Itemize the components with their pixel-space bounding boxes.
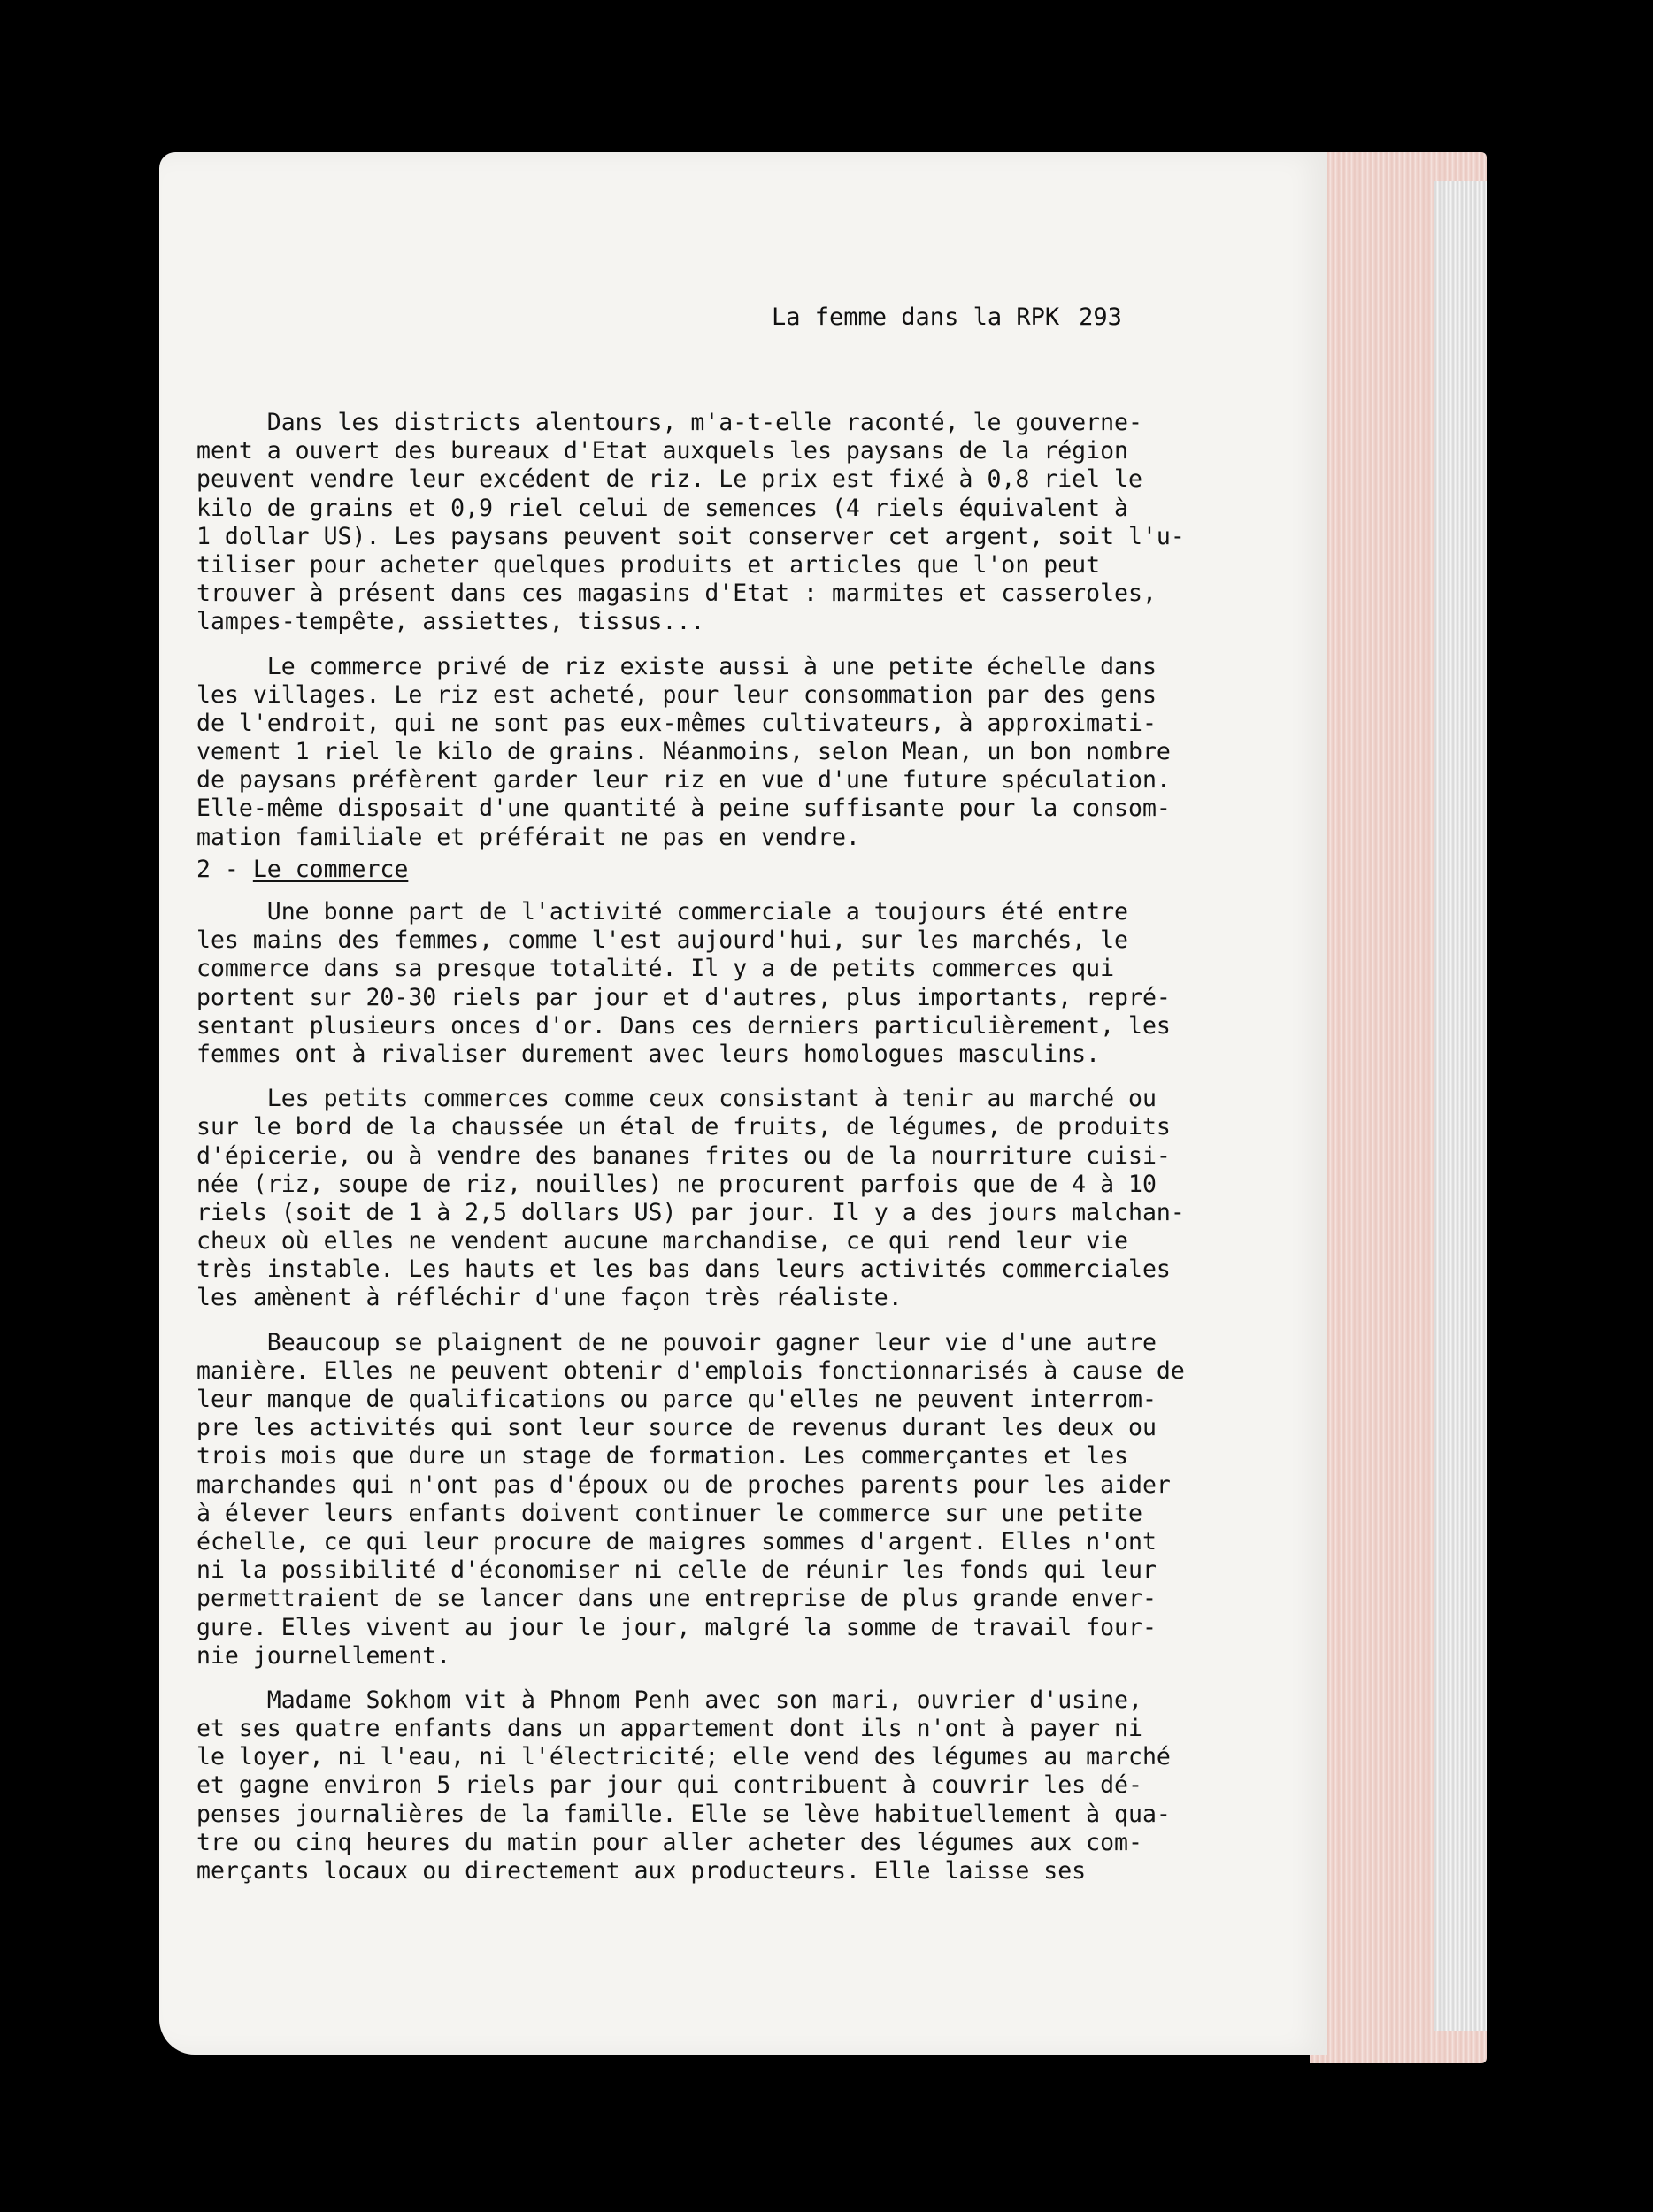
text-line: tiliser pour acheter quelques produits et articles que l'on peut [196,550,1101,579]
section-number: 2 - [196,855,253,883]
text-line: Dans les districts alentours, m'a-t-elle raconté, le gouverne- [196,409,1142,436]
text-line: le loyer, ni l'eau, ni l'électricité; elle vend des légumes au marché [196,1743,1171,1771]
text-line: sur le bord de la chaussée un étal de fruits, de légumes, de produits [196,1113,1171,1141]
text-line: trouver à présent dans ces magasins d'Etat : marmites et casseroles, [196,580,1157,608]
text-line: femmes ont à rivaliser durement avec leurs homologues masculins. [196,1040,1101,1068]
page-body [196,409,1185,1886]
text-line: leur manque de qualifications ou parce qu'elles ne peuvent interrom- [196,1386,1157,1413]
text-line: Madame Sokhom vit à Phnom Penh avec son mari, ouvrier d'usine, [196,1686,1142,1714]
running-title: La femme dans la RPK [772,303,1060,331]
text-line: gure. Elles vivent au jour le jour, malgré la somme de travail four- [196,1613,1157,1641]
section-title: Le commerce [252,855,409,883]
text-line: penses journalières de la famille. Elle se lève habituellement à qua- [196,1800,1171,1828]
text-line: manière. Elles ne peuvent obtenir d'emplois fonctionnarisés à cause de [196,1356,1185,1385]
text-line: d'épicerie, ou à vendre des bananes frites ou de la nourriture cuisi- [196,1141,1171,1170]
text-line: les mains des femmes, comme l'est aujourd'hui, sur les marchés, le [196,926,1128,955]
section-heading [196,856,1161,884]
text-line: tre ou cinq heures du matin pour aller acheter des légumes aux com- [196,1828,1142,1856]
text-line: ment a ouvert des bureaux d'Etat auxquels les paysans de la région [196,437,1128,465]
text-line: permettraient de se lancer dans une entreprise de plus grande enver- [196,1585,1157,1613]
text-line: pre les activités qui sont leur source de revenus durant les deux ou [196,1414,1157,1442]
text-line: Beaucoup se plaignent de ne pouvoir gagner leur vie d'une autre [196,1328,1157,1356]
text-line: riels (soit de 1 à 2,5 dollars US) par jour. Il y a des jours malchan- [196,1198,1185,1226]
text-line: cheux où elles ne vendent aucune marchandise, ce qui rend leur vie [196,1227,1128,1256]
text-line: née (riz, soupe de riz, nouilles) ne procurent parfois que de 4 à 10 [196,1170,1157,1198]
paragraph [196,898,1171,1069]
page-number: 293 [1079,303,1122,331]
text-line: mation familiale et préférait ne pas en vendre. [196,823,860,851]
paragraph-gap [196,1671,1161,1686]
paragraph [196,1085,1185,1313]
text-line: lampes-tempête, assiettes, tissus... [196,608,705,636]
text-line: les villages. Le riz est acheté, pour leur consommation par des gens [196,680,1157,709]
paragraph [196,652,1171,852]
text-line: échelle, ce qui leur procure de maigres sommes d'argent. Elles n'ont [196,1527,1157,1555]
paragraph-gap [196,637,1161,653]
text-line: de l'endroit, qui ne sont pas eux-mêmes cultivateurs, à approximati- [196,709,1157,737]
text-line: et gagne environ 5 riels par jour qui contribuent à couvrir les dé- [196,1771,1142,1800]
paragraph-gap [196,1313,1161,1329]
paragraphs-after-heading [196,898,1185,1886]
text-line: les amènent à réfléchir d'une façon très réaliste. [196,1284,903,1312]
text-line: vement 1 riel le kilo de grains. Néanmoins, selon Mean, un bon nombre [196,738,1171,766]
paragraph [196,409,1185,637]
text-line: Les petits commerces comme ceux consistant à tenir au marché ou [196,1085,1157,1113]
text-line: à élever leurs enfants doivent continuer le commerce sur une petite [196,1499,1142,1527]
text-line: kilo de grains et 0,9 riel celui de semences (4 riels équivalent à [196,494,1128,522]
text-line: Le commerce privé de riz existe aussi à une petite échelle dans [196,652,1157,680]
text-line: marchandes qui n'ont pas d'époux ou de proches parents pour les aider [196,1471,1171,1499]
text-line: peuvent vendre leur excédent de riz. Le prix est fixé à 0,8 riel le [196,465,1142,494]
page-edges-back [1434,181,1487,2031]
text-line: 1 dollar US). Les paysans peuvent soit conserver cet argent, soit l'u- [196,522,1185,550]
running-header [772,303,1122,331]
paragraphs-before-heading [196,409,1185,852]
text-line: ni la possibilité d'économiser ni celle de réunir les fonds qui leur [196,1556,1157,1585]
text-line: nie journellement. [196,1641,451,1670]
text-line: sentant plusieurs onces d'or. Dans ces derniers particulièrement, les [196,1011,1171,1040]
text-line: commerce dans sa presque totalité. Il y a de petits commerces qui [196,955,1115,983]
text-line: Elle-même disposait d'une quantité à peine suffisante pour la consom- [196,795,1171,823]
paragraph [196,1686,1171,1886]
text-line: portent sur 20-30 riels par jour et d'autres, plus importants, repré- [196,983,1171,1011]
text-line: Une bonne part de l'activité commerciale a toujours été entre [196,898,1128,926]
text-line: de paysans préfèrent garder leur riz en vue d'une future spéculation. [196,766,1171,795]
text-line: merçants locaux ou directement aux producteurs. Elle laisse ses [196,1857,1087,1885]
paragraph-gap [196,1069,1161,1085]
text-line: trois mois que dure un stage de formation. Les commerçantes et les [196,1442,1128,1471]
text-line: très instable. Les hauts et les bas dans leurs activités commerciales [196,1256,1171,1284]
paragraph [196,1328,1185,1671]
text-line: et ses quatre enfants dans un appartement dont ils n'ont à payer ni [196,1715,1142,1743]
